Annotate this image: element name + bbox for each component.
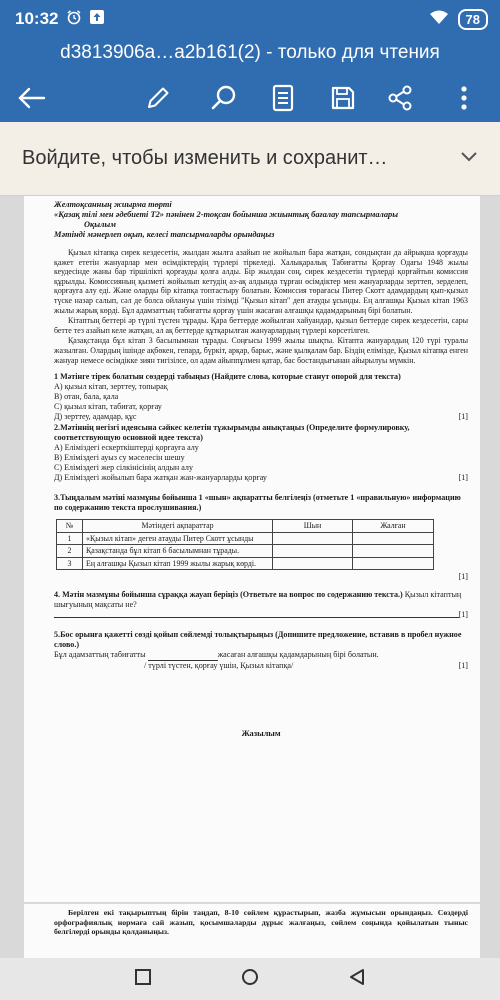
nav-home-icon[interactable] [241,968,259,991]
table-row: 2 Қазақстанда бұл кітап 6 басылымнан тұрады. [57,545,434,558]
score-mark: [1] [458,473,468,483]
document-page [24,196,480,902]
question-2-option: С) Еліміздегі жер сілкінісінің алдын алу [54,463,194,473]
false-cell [353,532,434,545]
status-bar [0,0,500,38]
false-cell [353,545,434,558]
question-5-hint-row: / түрлі түстен, қорғау үшін, Қызыл кітапқа/ [1] [144,661,468,671]
true-cell [273,545,353,558]
question-1-option: Д) зерттеу, адамдар, құс [1] [54,412,468,422]
nav-stop-icon[interactable] [135,969,151,990]
status-time: 10:32 [15,9,59,28]
question-3-mark-row [54,572,468,582]
writing-section-title: Жазылым [241,729,281,739]
text-paragraph: Қазақстанда бұл кітап 3 басылымнан тұрады. Соңғысы 1999 жылы шықты. Кітапта жануарлдың 120 түрі туралы жазылған. Олардың ішінде ақбөкен, гепард, бүркіт, арқар, барыс, және қылқалам бар. Біздің елімізде, Қызыл кітапқа енген жануар немесе өсімдікке зиян тигізілсе, ол адам айыппұлмен қатар, бас бостандығынан айырылуы мүмкін. [54,336,468,365]
system-nav-bar [0,958,500,1000]
writing-instruction: Берілген екі тақырыптың бірін таңдап, 8-10 сөйлем құрастырып, жазба жұмысын орындаңыз. Сөздерді орфографиялық нормаға сай жазып, қосымшаларды дұрыс жалғаңыз, сөйлем соңында қойылатын тыныс белгілерді орынды қолданыңыз. [54,908,468,937]
score-mark: [1] [458,610,468,620]
question-2-option: А) Еліміздегі ескерткіштерді қорғауға алу [54,443,199,453]
doc-date-line: Желтоқсанның жиырма төрті [54,200,172,209]
back-arrow-icon[interactable] [14,80,50,116]
document-title: d3813906a…a2b161(2) - только для чтения [0,38,500,74]
score-mark: [1] [458,572,468,582]
true-false-table [56,519,434,570]
question-2-option: В) Еліміздегі ауыз су мәселесін шешу [54,453,185,463]
nav-back-icon[interactable] [349,968,365,991]
alarm-icon [66,9,82,30]
table-header-row [57,520,434,533]
question-1-option: В) отан, бала, қала [54,392,119,402]
chevron-down-icon[interactable] [460,150,478,168]
table-header-cell: Мәтіндегі ақпараттар [83,520,273,533]
question-1-title: 1 Мәтінге тірек болатын сөздерді табыңыз (Найдите слова, которые станут опорой для текста) [54,372,401,382]
question-2-option: Д) Еліміздегі жойылып бара жатқан жан-жануарларды қорғау [1] [54,473,468,483]
doc-instruction: Мәтінді мәнерлеп оқып, келесі тапсырмаларды орындаңыз [54,230,275,239]
reader-mode-icon[interactable] [265,80,301,116]
edit-pencil-icon[interactable] [140,80,176,116]
share-icon[interactable] [382,80,418,116]
question-1-option: А) қызыл кітап, зерттеу, топырақ [54,382,168,392]
battery-indicator: 78 [458,9,488,30]
save-icon[interactable] [325,80,361,116]
text-paragraph: Қызыл кітапқа сирек кездесетін, жылдан жылға азайып не жойылып бара жатқан, сондықтан да айрықша қорғауды қажет ететін жануарлар мен өсімдіктердің түрлері тіркеледі. Халықаралық Табиғатты Қорғау Одағы 1948 жылы кеудесінде жаны бар тіршілікті қорғауды қолға алды. Бір жылдан соң, сирек кездесетін түрлерді қорғайтын комиссия құрылды. Комиссияның қызметі жойылып кетудің аз-ақ алдында тұрған өсімдіктер мен жануарларды зерттеп, зерделеп, қорғауға алу еді. Және оларды бір кітапқа топтастыру болатын. Комиссия төрағасы Питер Скотт адамдардың қып-қызыл түске назар салып, сәл де болса ойлануы үшін тізімді "Қызыл кітап" деп атауды ұсынды. Ең алғашқы Қызыл кітап 1963 жылы жарық көрді. Бұл адамзаттың табиғатты қорғау үшін жасаған алғашқы қадамдарының бірі болатын. [54,248,468,315]
signin-banner[interactable] [0,122,500,196]
document-viewer[interactable] [0,196,500,958]
status-icons [66,9,105,30]
false-cell [353,557,434,570]
document-page-2 [24,904,480,958]
wifi-icon [429,9,449,30]
table-header-cell: Шын [273,520,353,533]
table-row: 3 Ең алғашқы Қызыл кітап 1999 жылы жарық көрді. [57,557,434,570]
doc-section-title: Оқылым [84,220,116,229]
true-cell [273,532,353,545]
table-header-cell: № [57,520,83,533]
question-1-option: С) қызыл кітап, табиғат, қорғау [54,402,162,412]
question-3-title: 3.Тыңдалым мәтіні мазмұны бойынша 1 «шын» ақпаратты белгілеңіз (отметьте 1 «правильную» информацию по содержанию текста прослушивания.) [54,493,461,513]
score-mark: [1] [458,412,468,422]
score-mark: [1] [458,661,468,671]
toolbar [0,74,500,122]
more-vert-icon[interactable] [446,80,482,116]
upload-icon [89,9,105,30]
question-4-title: 4. Мәтін мазмұны бойынша сұраққа жауап беріңіз (Ответьте на вопрос по содержанию текста.) Қызыл кітаптың шығуының мақсаты не? [54,590,462,610]
question-5-sentence: Бұл адамзаттың табиғатты жасаған алғашқы қадамдарының бірі болатын. [54,650,379,660]
signin-banner-text: Войдите, чтобы изменить и сохранит… [22,147,388,169]
text-paragraph: Кітаптың беттері әр түрлі түстен тұрады. Қара беттерде жойылған хайуандар, қызыл беттерде сирек кездесетін, сары бетте тез азайып келе жатқан, ал ақ беттерде құтқарылған жануарлардың түрлері көрсетілген. [54,316,468,335]
question-4-answer-line [54,610,468,620]
doc-title-line: «Қазақ тілі мен әдебиеті Т2» пәнінен 2-тоқсан бойынша жиынтық бағалау тапсырмалары [54,210,399,219]
table-header-cell: Жалған [353,520,434,533]
true-cell [273,557,353,570]
search-icon[interactable] [206,80,242,116]
question-5-title: 5.Бос орынға қажетті сөзді қойып сөйлемді толықтырыңыз (Допишите предложение, вставив в пробел нужное слово.) [54,630,462,650]
question-2-title: 2.Мәтіннің негізгі идеясына сәйкес келетін тұжырымды анықтаңыз (Определите формулировку, соответствующую основной идее текста) [54,423,410,443]
table-row: 1 «Қызыл кітап» деген атауды Питер Скотт ұсынды [57,532,434,545]
